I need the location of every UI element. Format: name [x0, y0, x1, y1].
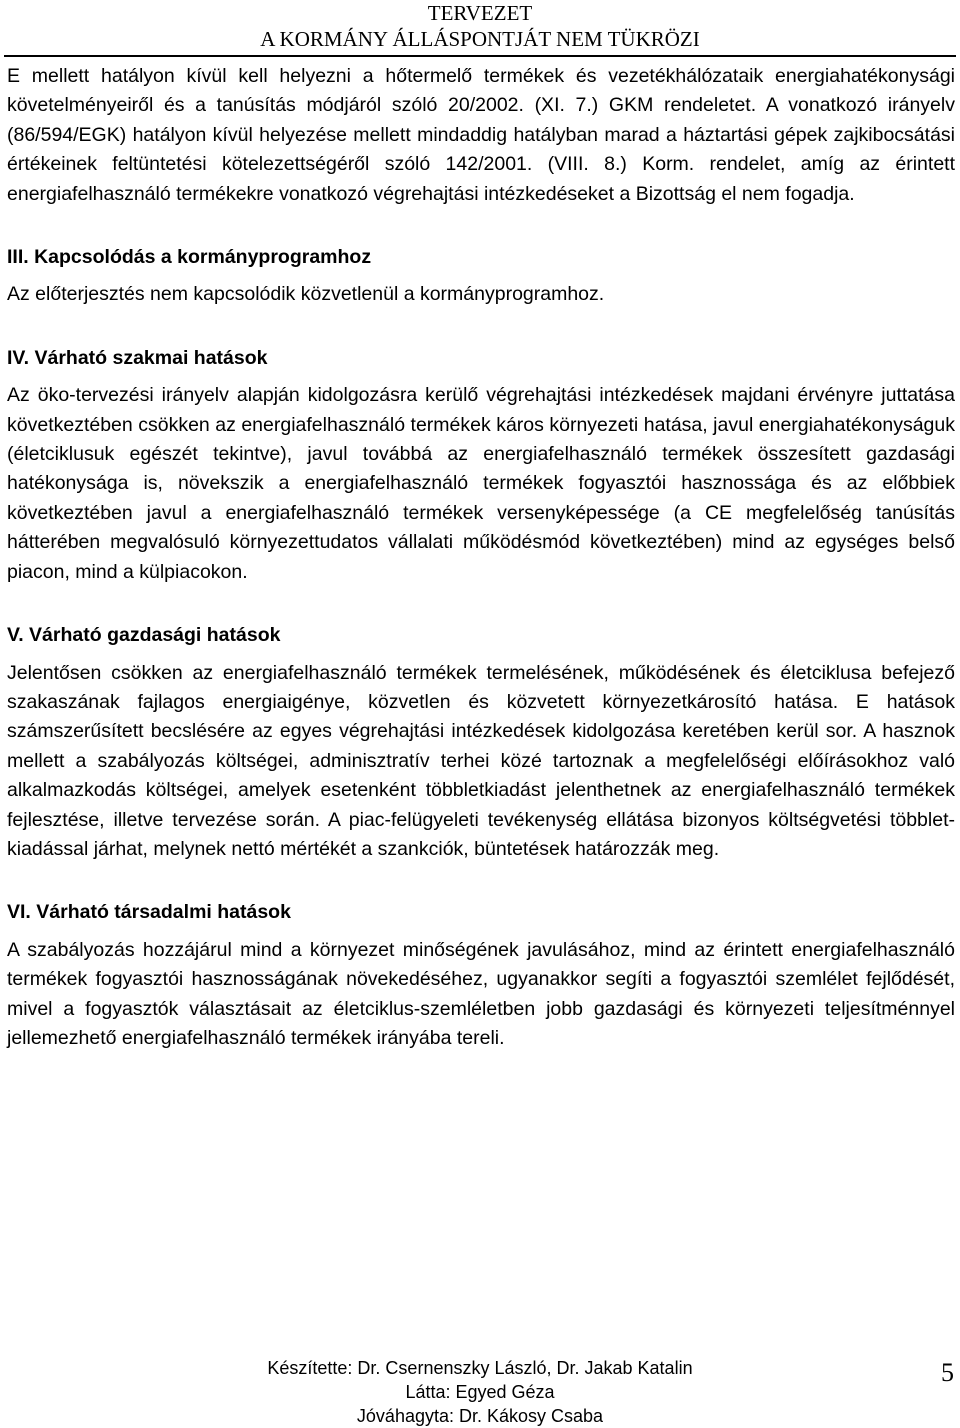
section-heading-iii: III. Kapcsolódás a kormányprogramhoz [7, 246, 372, 269]
reviewed-by: Látta: Egyed Géza [405, 1382, 555, 1402]
document-footer [0, 1356, 960, 1428]
section-heading-iv: IV. Várható szakmai hatások [7, 346, 268, 369]
section-text-iii: Az előterjesztés nem kapcsolódik közvetlenül a kormányprogramhoz. [7, 283, 605, 306]
intro-paragraph: E mellett hatályon kívül kell helyezni a hőtermelő termékek és vezetékhálózataik energiahatékonysági követelményeiről és a tanúsítás módjáról szóló 20/2002. (XI. 7.) GKM rendeletet. A vonatkozó irányelv (86/594/EGK) hatályon kívül helyezése mellett mindaddig hatályban marad a háztartási gépek zajkibocsátási értékeinek feltüntetési kötelezettségéről szóló 142/2001. (VIII. 8.) Korm. rendelet, amíg az érintett energiafelhasználó termékekre vonatkozó végrehajtási intézkedéseket a Bizottság el nem fogadja. [7, 65, 955, 205]
disclaimer-label: A KORMÁNY ÁLLÁSPONTJÁT NEM TÜKRÖZI [260, 27, 700, 51]
section-text-iv: Az öko-tervezési irányelv alapján kidolgozásra kerülő végrehajtási intézkedések majdani érvényre juttatása következtében csökken az energiafelhasználó termékek káros környezeti hatása, javul energiahatékonyságuk (életciklusuk egészét tekintve), javul továbbá az energiafelhasználó termékek összesített gazdasági hatékonysága is, növekszik a energiafelhasználó termékek fogyasztói hasznossága és az előbbiek következtében javul a energiafelhasználó termékek versenyképessége (a CE megfelelőség tanúsítás hátterében megvalósuló környezettudatos vállalati működésmód következtében) mind az egységes belső piacon, mind a külpiacokon. [7, 384, 955, 583]
section-heading-vi: VI. Várható társadalmi hatások [7, 901, 291, 924]
section-heading-v: V. Várható gazdasági hatások [7, 624, 281, 647]
page-number: 5 [941, 1358, 954, 1387]
prepared-by: Készítette: Dr. Csernenszky László, Dr. Jakab Katalin [267, 1358, 693, 1378]
section-text-vi: A szabályozás hozzájárul mind a környezet minőségének javulásához, mind az érintett energiafelhasználó termékek fogyasztói hasznosságának növekedéséhez, ugyanakkor segíti a fogyasztói szemlélet fejlődését, mivel a fogyasztók választásait az életciklus-szemléletben jobb gazdasági és környezeti teljesítménnyel jellemezhető energiafelhasználó termékek irányába tereli. [7, 938, 955, 1049]
approved-by: Jóváhagyta: Dr. Kákosy Csaba [356, 1406, 604, 1426]
header-divider [4, 55, 956, 57]
document-header [0, 0, 960, 52]
draft-label: TERVEZET [427, 1, 533, 25]
section-text-v: Jelentősen csökken az energiafelhasználó termékek termelésének, működésének és életciklusa befejező szakaszának fajlagos energiaigénye, közvetlen és közvetett környezetkárosító hatása. E hatások számszerűsített becslésére az egyes végrehajtási intézkedések kidolgozása keretében kerül sor. A hasznok mellett a szabályozás költségei, adminisztratív terhei közé tartoznak a megfelelőségi előírásokhoz való alkalmazkodás költségei, amelyek esetenként többletkiadást jelenthetnek az energiafelhasználó termékek fejlesztése, illetve tervezése során. A piac-felügyeleti tevékenység ellátása bizonyos költségvetési többlet-kiadással járhat, melynek nettó mértékét a szankciók, büntetések határozzák meg. [7, 661, 955, 860]
document-body [7, 62, 955, 1053]
